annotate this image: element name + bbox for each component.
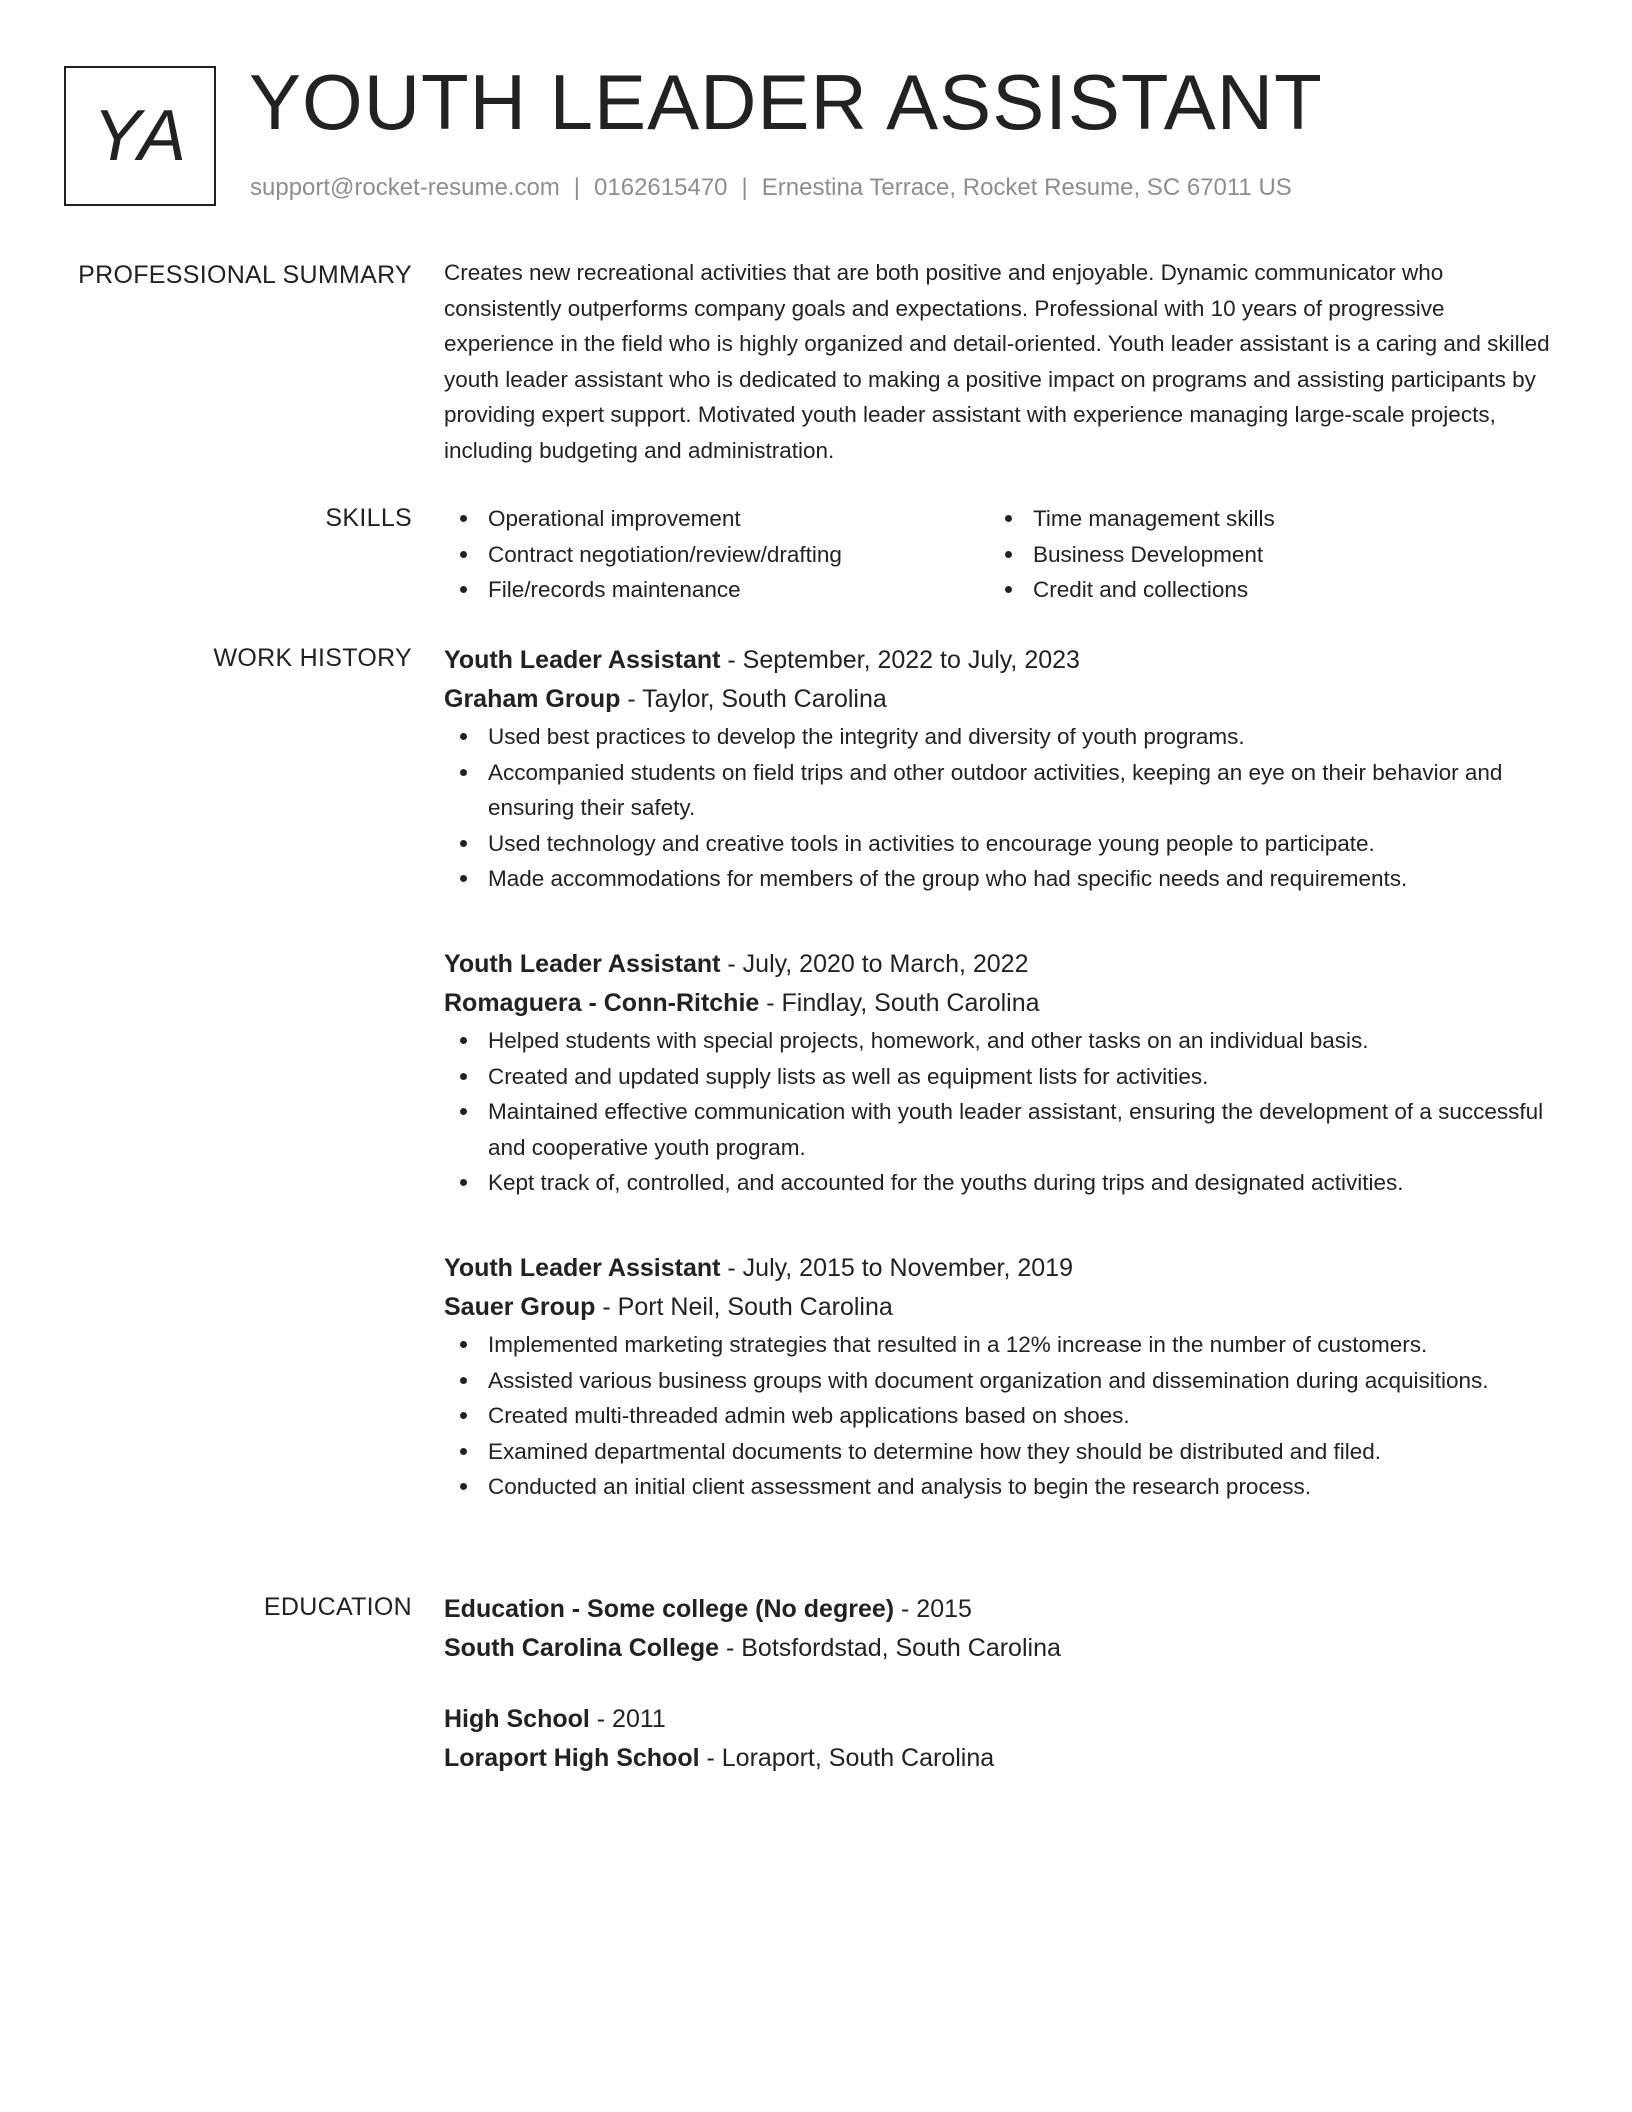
education-degree: High School [444,1705,590,1733]
job-company: Graham Group [444,685,621,713]
job-bullet: Conducted an initial client assessment and analysis to begin the research process. [444,1469,1556,1505]
contact-address: Ernestina Terrace, Rocket Resume, SC 67011 US [761,174,1292,201]
education-year: - 2015 [894,1595,972,1623]
job-bullet: Used technology and creative tools in activities to encourage young people to participate. [444,826,1556,862]
job-bullet: Examined departmental documents to determine how they should be distributed and filed. [444,1434,1556,1470]
job-title-line [444,945,1556,984]
monogram-badge [64,66,216,206]
job-dates: - September, 2022 to July, 2023 [720,646,1080,674]
skill-item: Business Development [989,537,1534,573]
job-bullet: Made accommodations for members of the group who had specific needs and requirements. [444,861,1556,897]
education-entry [444,1700,1556,1778]
contact-separator: | [573,174,581,201]
contact-line [250,174,1292,202]
job-title: Youth Leader Assistant [444,1254,721,1282]
skill-item: File/records maintenance [444,572,989,608]
job-dates: - July, 2020 to March, 2022 [720,950,1029,978]
job-company-line [444,1288,1556,1327]
job-bullet: Kept track of, controlled, and accounted for the youths during trips and designated activities. [444,1165,1556,1201]
education-school: Loraport High School [444,1744,700,1772]
section-heading: PROFESSIONAL SUMMARY [78,261,412,289]
skills-list [444,501,1556,608]
job-bullet: Assisted various business groups with document organization and dissemination during acquisitions. [444,1363,1556,1399]
job-bullet: Created and updated supply lists as well as equipment lists for activities. [444,1059,1556,1095]
summary-text: Creates new recreational activities that are both positive and enjoyable. Dynamic communicator who consistently outperforms company goals and expectations. Professional with 10 years of progressive experience in the field who is highly organized and detail-oriented. Youth leader assistant is a caring and skilled youth leader assistant who is dedicated to making a positive impact on programs and assisting participants by providing expert support. Motivated youth leader assistant with experience managing large-scale projects, including budgeting and administration. [444,260,1550,463]
monogram-initials: YA [92,96,188,176]
education-degree: Education - Some college (No degree) [444,1595,895,1623]
job-company: Romaguera - Conn-Ritchie [444,989,760,1017]
skill-item: Credit and collections [989,572,1534,608]
skill-item: Contract negotiation/review/drafting [444,537,989,573]
job-title-line [444,641,1556,680]
education-entry [444,1590,1556,1668]
education-school: South Carolina College [444,1634,720,1662]
contact-separator: | [741,174,748,201]
job-location: - Port Neil, South Carolina [595,1293,893,1321]
education-degree-line [444,1700,1556,1739]
skill-item: Time management skills [989,501,1534,537]
resume-title: YOUTH LEADER ASSISTANT [249,58,1323,146]
job-location: - Taylor, South Carolina [620,685,887,713]
section-heading: WORK HISTORY [213,644,412,672]
job-bullet-list [444,1023,1556,1201]
contact-email: support@rocket-resume.com [250,174,560,201]
skills-column-right [989,501,1534,608]
job-title: Youth Leader Assistant [444,646,721,674]
contact-phone: 0162615470 [594,174,728,201]
skill-item: Operational improvement [444,501,989,537]
education-year: - 2011 [589,1705,666,1733]
education-degree-line [444,1590,1556,1629]
job-bullet: Helped students with special projects, homework, and other tasks on an individual basis. [444,1023,1556,1059]
job-location: - Findlay, South Carolina [759,989,1040,1017]
job-bullet: Maintained effective communication with youth leader assistant, ensuring the development of a successful and cooperative youth program. [444,1094,1556,1165]
summary-body [444,255,1556,468]
education-location: - Loraport, South Carolina [699,1744,995,1772]
skills-column-left [444,501,989,608]
job-company: Sauer Group [444,1293,596,1321]
job-company-line [444,984,1556,1023]
job-title-line [444,1249,1556,1288]
job-bullet: Used best practices to develop the integrity and diversity of youth programs. [444,719,1556,755]
education-school-line [444,1739,1556,1778]
job-bullet-list [444,719,1556,897]
job-dates: - July, 2015 to November, 2019 [720,1254,1073,1282]
section-heading: SKILLS [325,504,412,532]
education-school-line [444,1629,1556,1668]
job-bullet: Accompanied students on field trips and other outdoor activities, keeping an eye on their behavior and ensuring their safety. [444,755,1556,826]
job-bullet-list [444,1327,1556,1505]
education-location: - Botsfordstad, South Carolina [719,1634,1061,1662]
job-bullet: Created multi-threaded admin web applications based on shoes. [444,1398,1556,1434]
job-title: Youth Leader Assistant [444,950,721,978]
job-bullet: Implemented marketing strategies that resulted in a 12% increase in the number of customers. [444,1327,1556,1363]
section-heading: EDUCATION [263,1593,412,1621]
job-company-line [444,680,1556,719]
